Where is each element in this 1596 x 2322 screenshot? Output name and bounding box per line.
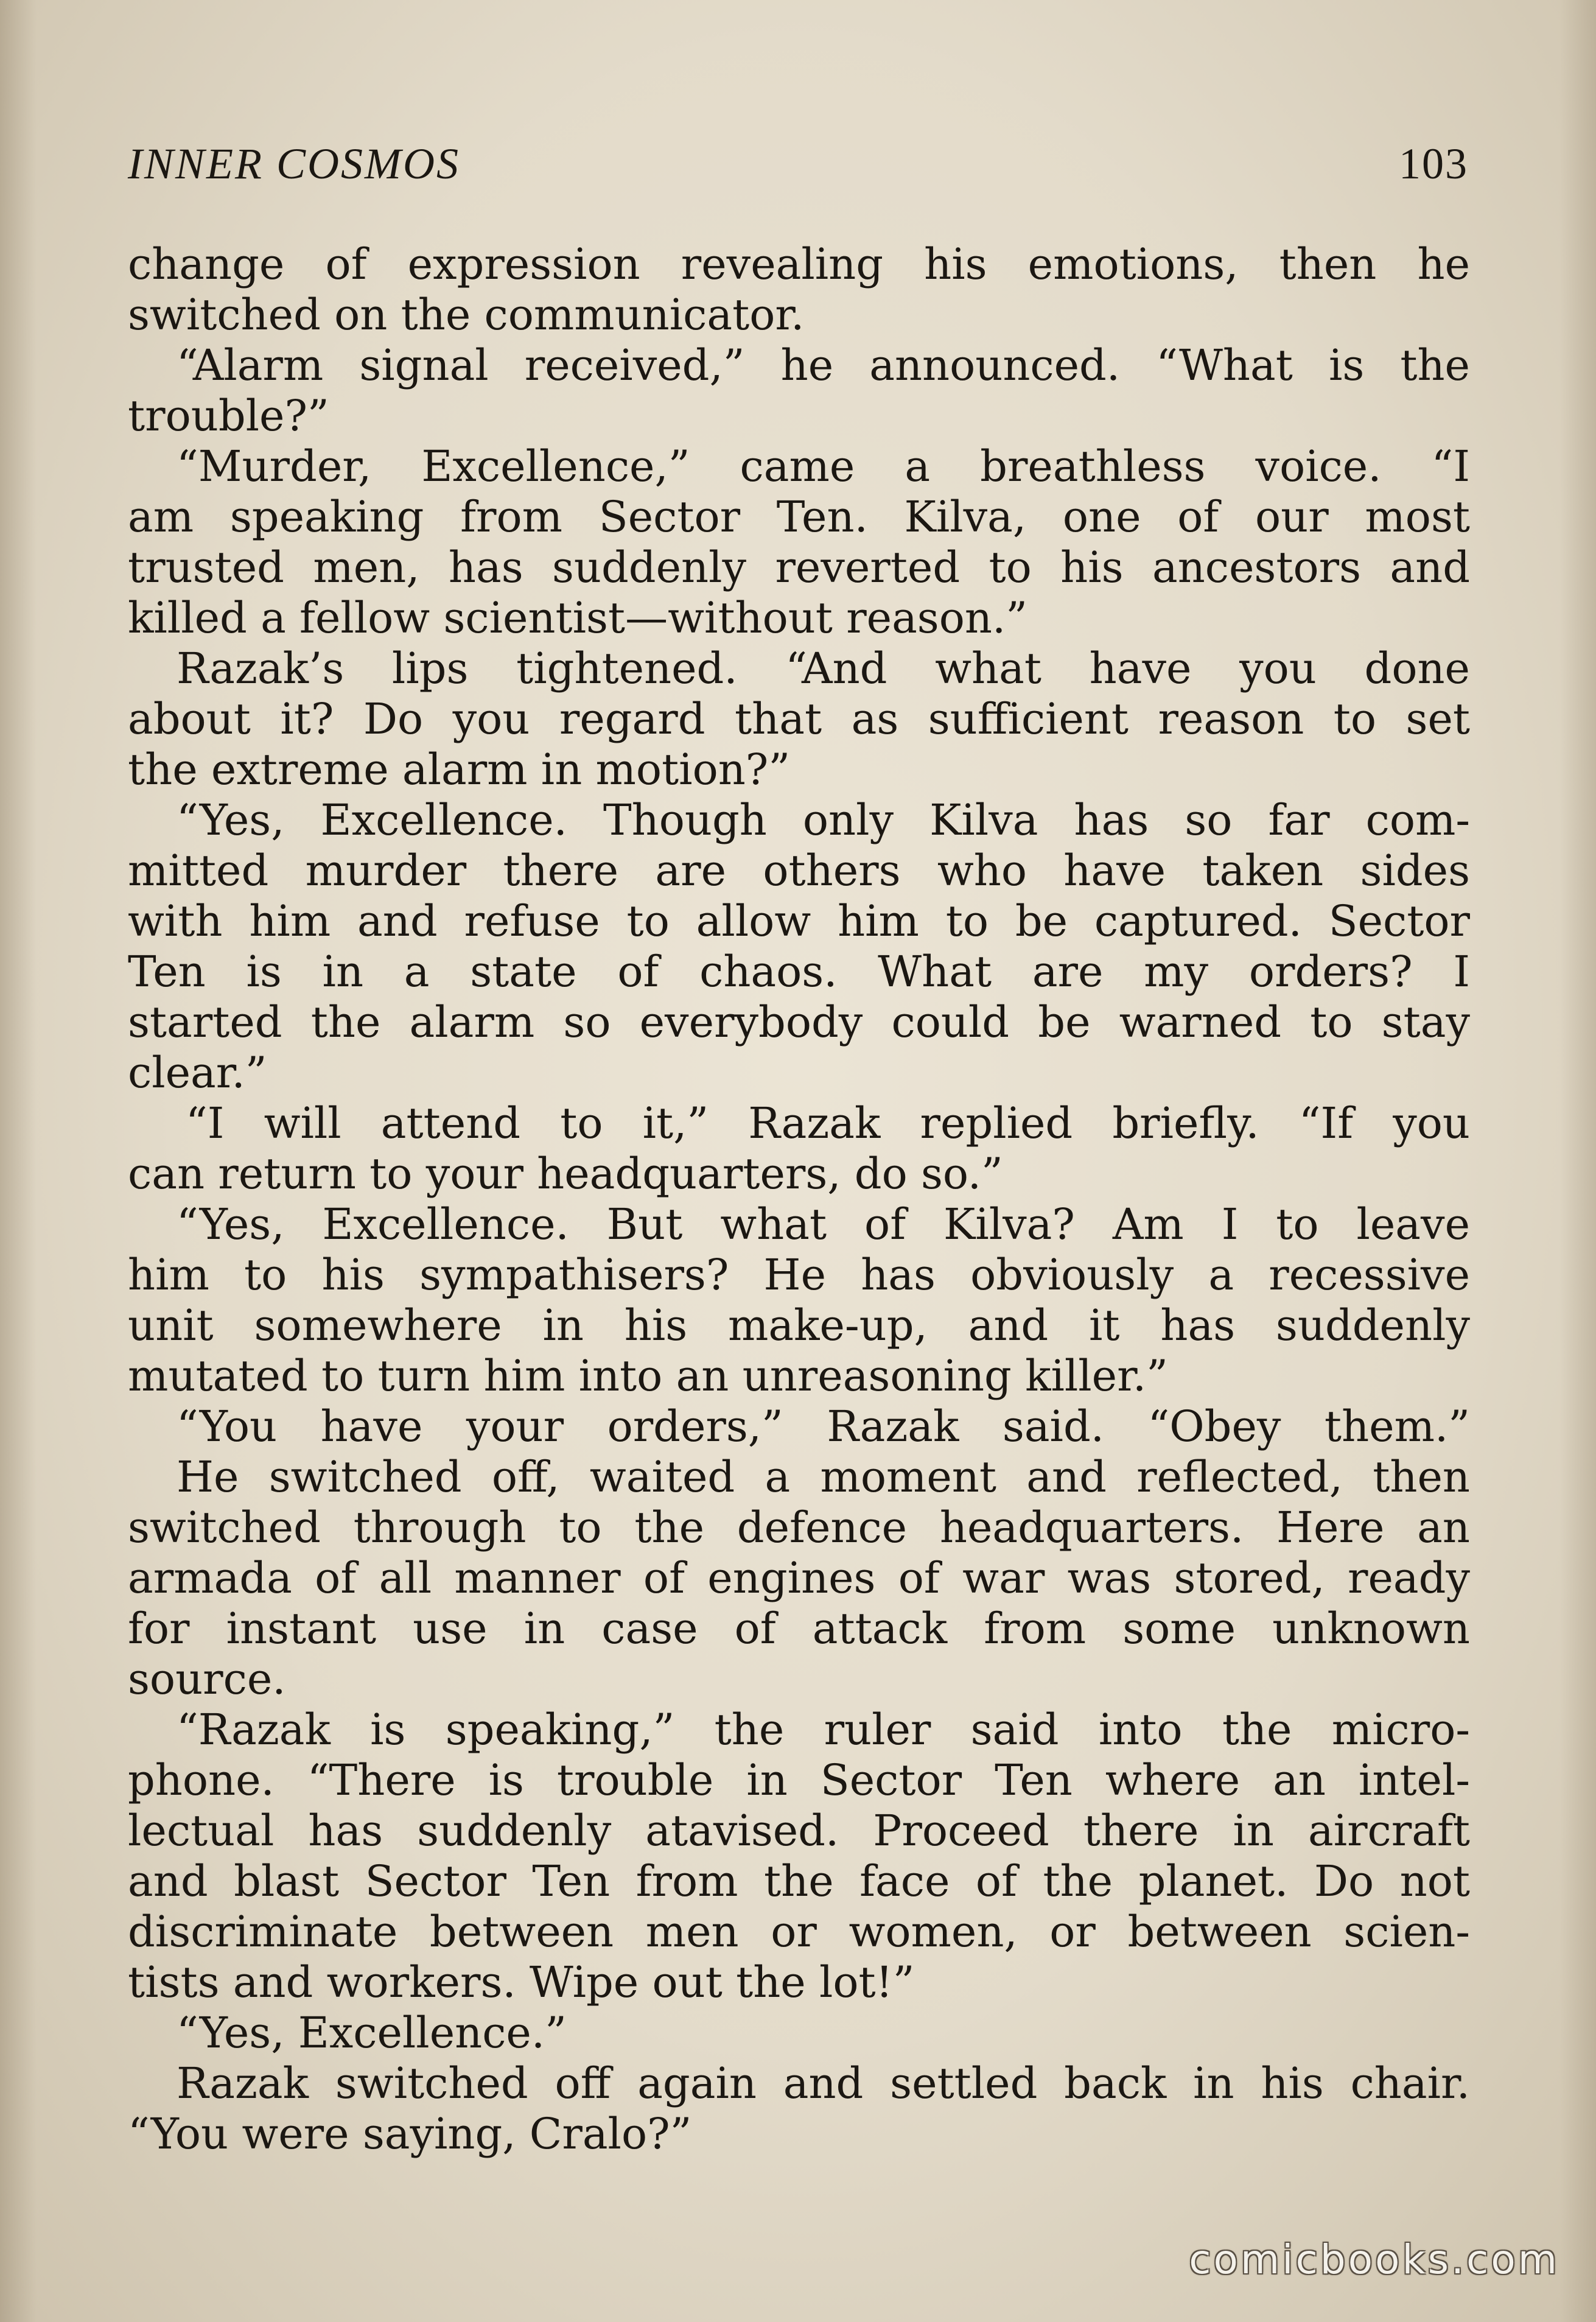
text-line: Razak’s lips tightened. “And what have you done <box>177 644 1470 693</box>
text-line: source. <box>128 1654 286 1704</box>
text-line: “Yes, Excellence.” <box>177 2008 567 2058</box>
text-line: am speaking from Sector Ten. Kilva, one of our most <box>128 492 1470 542</box>
text-line: Razak switched off again and settled back in his chair. <box>177 2058 1470 2108</box>
page-number: 103 <box>1399 139 1468 188</box>
text-line: trouble?” <box>128 391 329 441</box>
body-text <box>128 239 1470 2159</box>
text-line: for instant use in case of attack from some unknown <box>128 1604 1470 1654</box>
text-line: clear.” <box>128 1048 267 1098</box>
watermark: comicbooks.com <box>1189 2236 1559 2283</box>
text-line: discriminate between men or women, or between scien- <box>128 1907 1470 1957</box>
text-line: Ten is in a state of chaos. What are my orders? I <box>128 947 1470 997</box>
text-line: armada of all manner of engines of war was stored, ready <box>128 1553 1470 1603</box>
text-line: him to his sympathisers? He has obviously a recessive <box>128 1250 1470 1300</box>
text-line: trusted men, has suddenly reverted to his ancestors and <box>128 542 1470 592</box>
text-line: He switched off, waited a moment and reflected, then <box>177 1452 1470 1502</box>
text-line: change of expression revealing his emotions, then he <box>128 239 1470 289</box>
text-line: with him and refuse to allow him to be captured. Sector <box>128 896 1470 946</box>
text-line: “Yes, Excellence. But what of Kilva? Am I to leave <box>177 1199 1470 1249</box>
text-line: started the alarm so everybody could be warned to stay <box>128 997 1470 1047</box>
text-line: “Razak is speaking,” the ruler said into the micro- <box>177 1705 1470 1755</box>
running-title: INNER COSMOS <box>128 139 460 188</box>
text-line: “I will attend to it,” Razak replied briefly. “If you <box>186 1098 1470 1148</box>
text-line: “Alarm signal received,” he announced. “What is the <box>177 340 1470 390</box>
text-line: tists and workers. Wipe out the lot!” <box>128 1957 915 2007</box>
text-line: “You have your orders,” Razak said. “Obey them.” <box>177 1401 1470 1451</box>
text-line: switched on the communicator. <box>128 290 805 340</box>
text-line: the extreme alarm in motion?” <box>128 745 791 794</box>
text-line: about it? Do you regard that as sufficient reason to set <box>128 694 1470 744</box>
text-line: and blast Sector Ten from the face of the planet. Do not <box>128 1856 1470 1906</box>
text-line: “Murder, Excellence,” came a breathless voice. “I <box>177 441 1470 491</box>
text-line: killed a fellow scientist—without reason.” <box>128 593 1027 643</box>
text-line: mutated to turn him into an unreasoning killer.” <box>128 1351 1168 1401</box>
running-header <box>128 139 1468 194</box>
text-line: switched through to the defence headquarters. Here an <box>128 1503 1470 1552</box>
text-line: phone. “There is trouble in Sector Ten where an intel- <box>128 1755 1470 1805</box>
text-line: lectual has suddenly atavised. Proceed there in aircraft <box>128 1806 1470 1856</box>
text-line: “You were saying, Cralo?” <box>128 2109 692 2159</box>
text-line: mitted murder there are others who have taken sides <box>128 846 1470 896</box>
text-line: can return to your headquarters, do so.” <box>128 1149 1003 1199</box>
text-line: unit somewhere in his make-up, and it has suddenly <box>128 1300 1470 1350</box>
text-line: “Yes, Excellence. Though only Kilva has so far com- <box>177 795 1470 845</box>
